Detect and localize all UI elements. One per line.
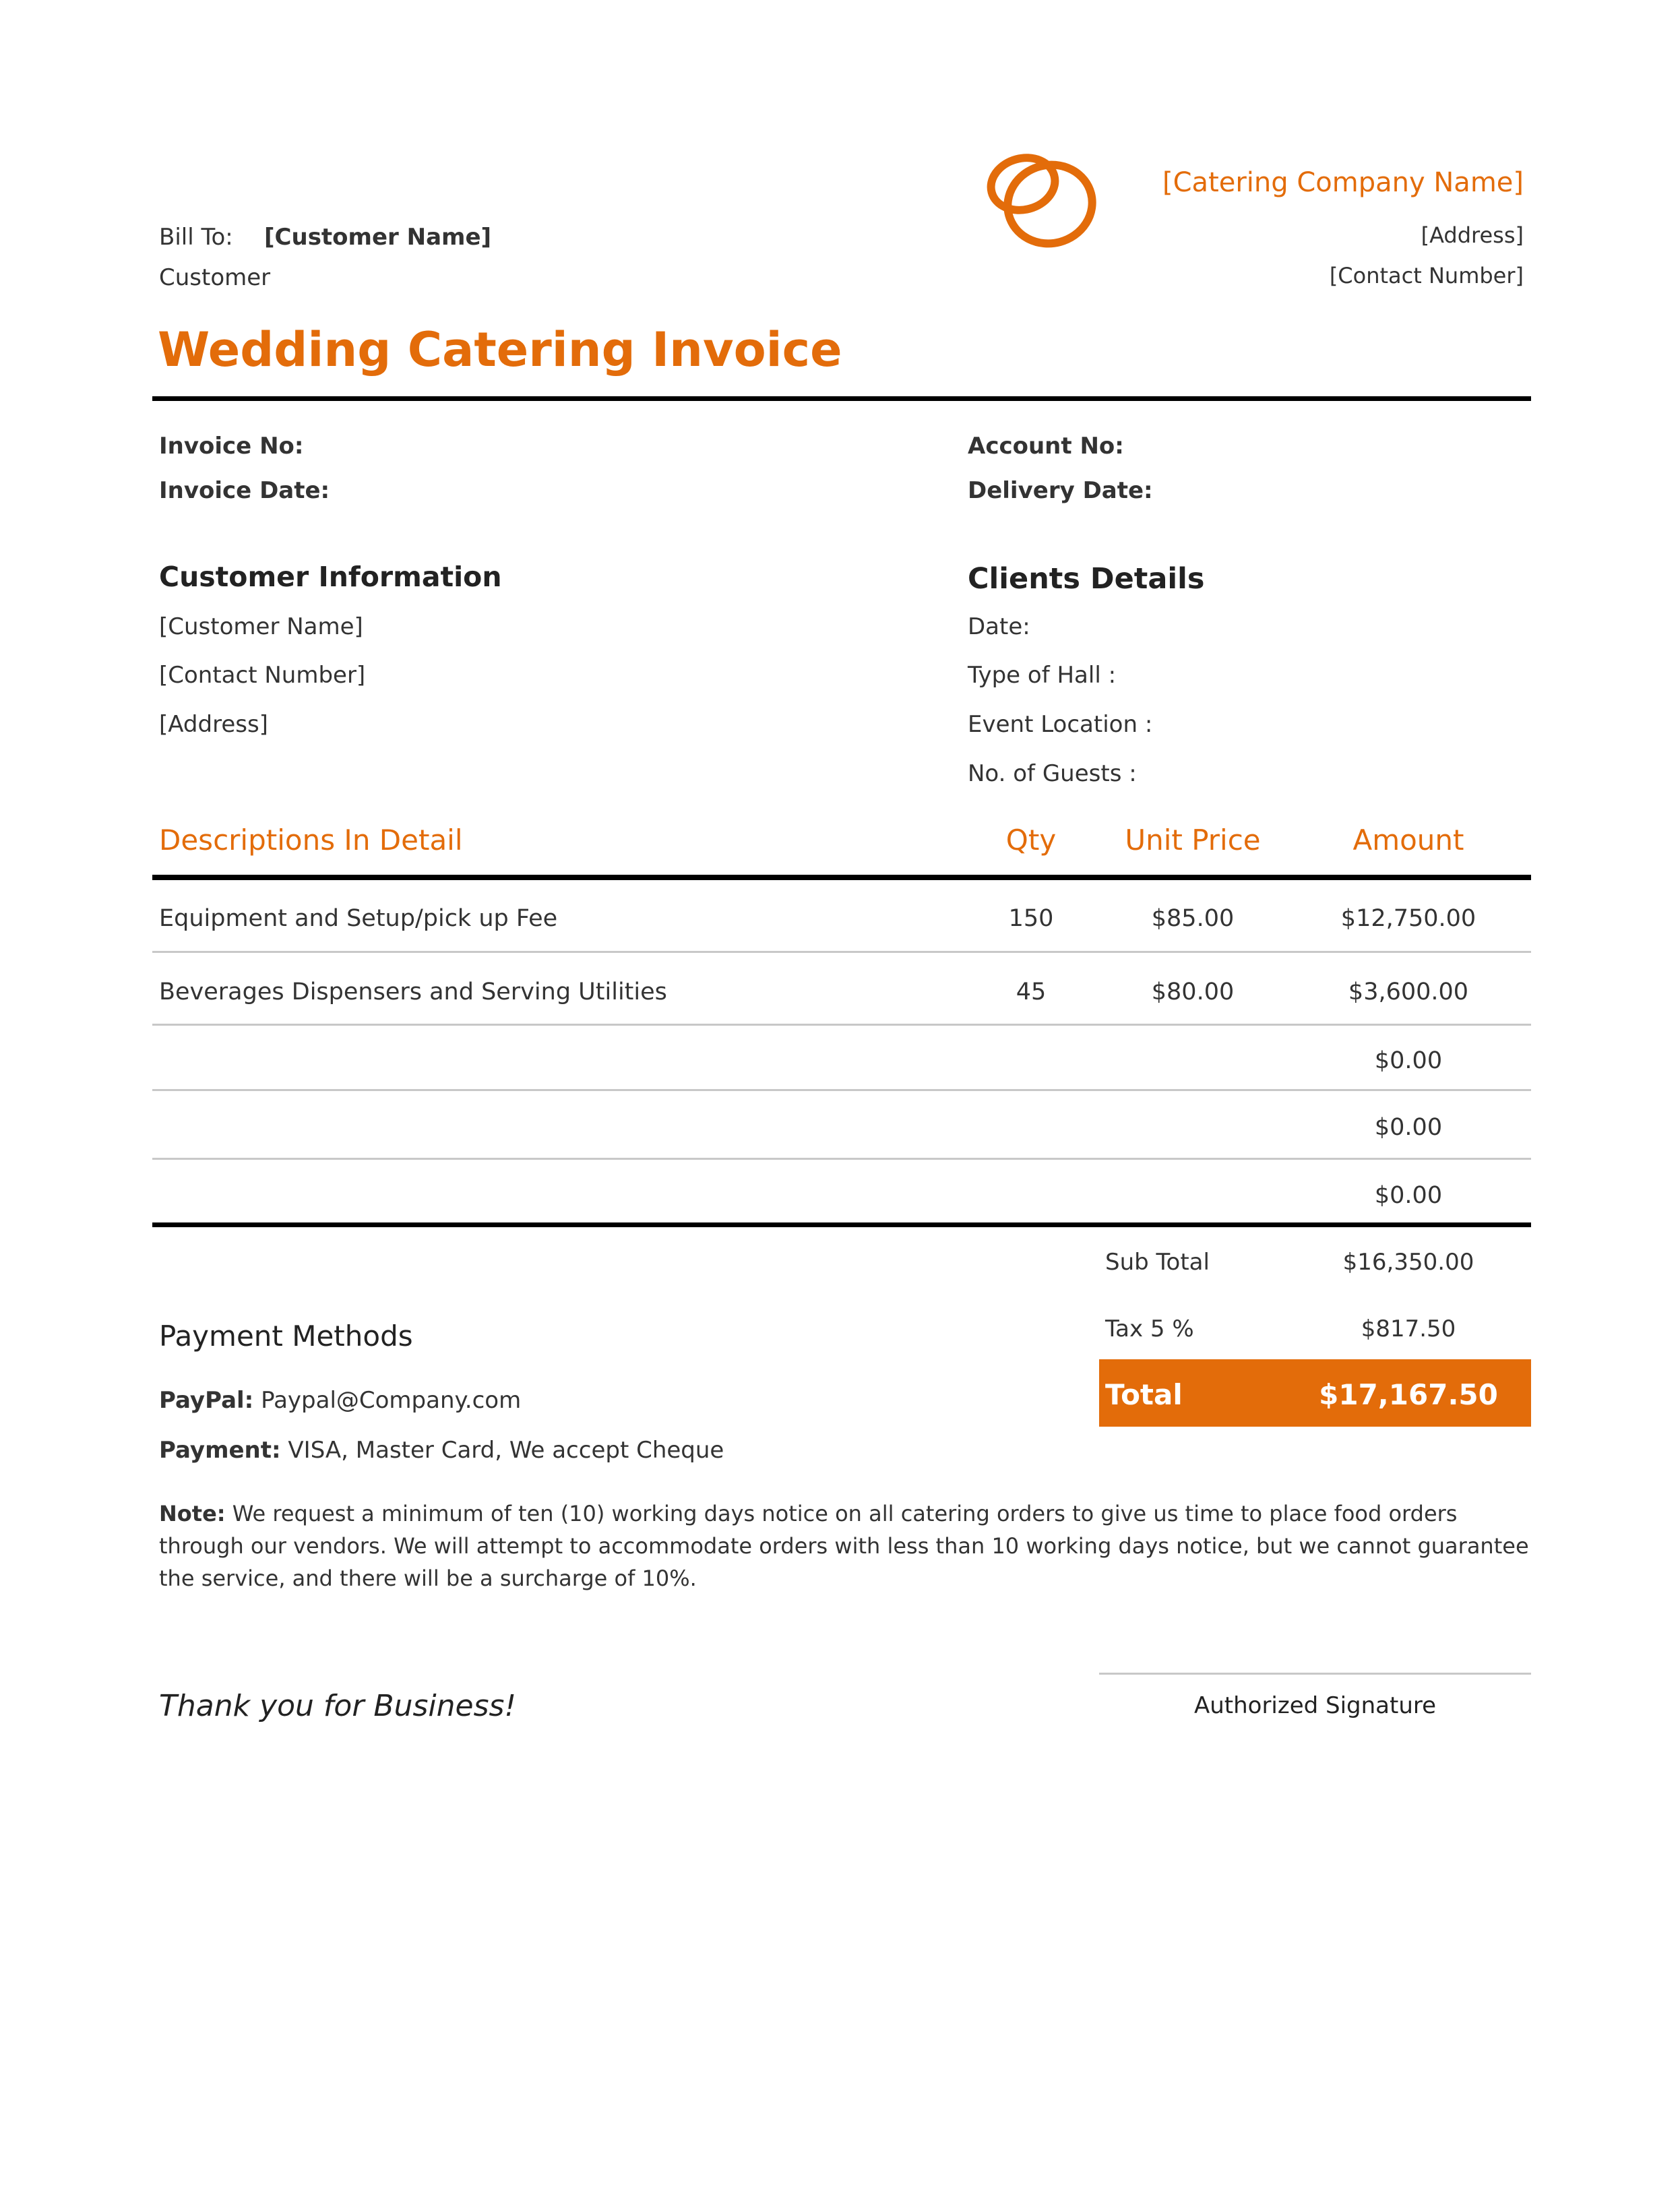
note-label: Note: <box>159 1501 226 1526</box>
company-logo <box>970 145 1105 256</box>
total-bar <box>1099 1359 1531 1427</box>
row-divider <box>152 1024 1531 1026</box>
row-divider <box>152 951 1531 953</box>
row-amount: $0.00 <box>1374 1047 1443 1074</box>
table-bottom-rule <box>152 1222 1531 1227</box>
row-qty: 45 <box>1016 979 1047 1005</box>
interlocking-rings-icon <box>970 145 1105 256</box>
tax-label: Tax 5 % <box>1105 1315 1194 1342</box>
company-name: [Catering Company Name] <box>1162 167 1524 198</box>
total-label: Total <box>1105 1378 1183 1411</box>
account-no-label: Account No: <box>968 433 1124 460</box>
payment-label: Payment: <box>159 1437 281 1464</box>
col-header-amount: Amount <box>1352 824 1464 857</box>
row-amount: $0.00 <box>1374 1114 1443 1141</box>
col-header-unit-price: Unit Price <box>1125 824 1261 857</box>
paypal-label: PayPal: <box>159 1387 254 1414</box>
invoice-no-label: Invoice No: <box>159 433 304 460</box>
note-text: We request a minimum of ten (10) working days notice on all catering orders to give us time to place food orders through our vendors. We will attempt to accommodate orders with less than 10 working days notice, but we cannot guarantee the service, and there will be a surcharge of 10%. <box>159 1501 1529 1591</box>
col-header-qty: Qty <box>1005 824 1057 857</box>
bill-to-name: [Customer Name] <box>264 224 492 251</box>
customer-info-address: [Address] <box>159 711 268 738</box>
client-guests-label: No. of Guests : <box>968 760 1137 787</box>
thank-you-text: Thank you for Business! <box>159 1689 517 1723</box>
client-date-label: Date: <box>968 613 1030 640</box>
row-description: Beverages Dispensers and Serving Utilities <box>159 979 667 1005</box>
bill-to-sub: Customer <box>159 264 271 291</box>
delivery-date-label: Delivery Date: <box>968 477 1153 504</box>
company-contact: [Contact Number] <box>1329 263 1524 288</box>
title-rule <box>152 396 1531 401</box>
page-title: Wedding Catering Invoice <box>158 322 842 377</box>
tax-value: $817.50 <box>1361 1315 1456 1342</box>
row-amount: $0.00 <box>1374 1182 1443 1209</box>
row-unit-price: $80.00 <box>1151 979 1235 1005</box>
row-amount: $3,600.00 <box>1348 979 1469 1005</box>
row-description: Equipment and Setup/pick up Fee <box>159 905 558 932</box>
table-header-rule <box>152 875 1531 880</box>
row-divider <box>152 1089 1531 1091</box>
note-block <box>159 1497 1534 1594</box>
client-hall-label: Type of Hall : <box>968 662 1117 689</box>
signature-line <box>1099 1673 1531 1675</box>
row-qty: 150 <box>1008 905 1054 932</box>
payment-heading: Payment Methods <box>159 1320 413 1353</box>
invoice-date-label: Invoice Date: <box>159 477 330 504</box>
customer-info-contact: [Contact Number] <box>159 662 366 689</box>
bill-to-label: Bill To: <box>159 224 233 251</box>
customer-info-heading: Customer Information <box>159 561 502 593</box>
row-unit-price: $85.00 <box>1151 905 1235 932</box>
payment-line <box>159 1437 724 1464</box>
row-divider <box>152 1158 1531 1160</box>
customer-info-name: [Customer Name] <box>159 613 363 640</box>
payment-value: VISA, Master Card, We accept Cheque <box>288 1437 724 1464</box>
client-details-heading: Clients Details <box>968 562 1205 596</box>
subtotal-value: $16,350.00 <box>1342 1249 1474 1276</box>
subtotal-label: Sub Total <box>1105 1249 1210 1276</box>
paypal-line <box>159 1387 521 1414</box>
client-location-label: Event Location : <box>968 711 1153 738</box>
company-address: [Address] <box>1421 222 1524 248</box>
total-value: $17,167.50 <box>1319 1378 1498 1411</box>
col-header-description: Descriptions In Detail <box>159 824 463 857</box>
signature-label: Authorized Signature <box>1193 1692 1437 1719</box>
paypal-value: Paypal@Company.com <box>261 1387 522 1414</box>
row-amount: $12,750.00 <box>1340 905 1476 932</box>
